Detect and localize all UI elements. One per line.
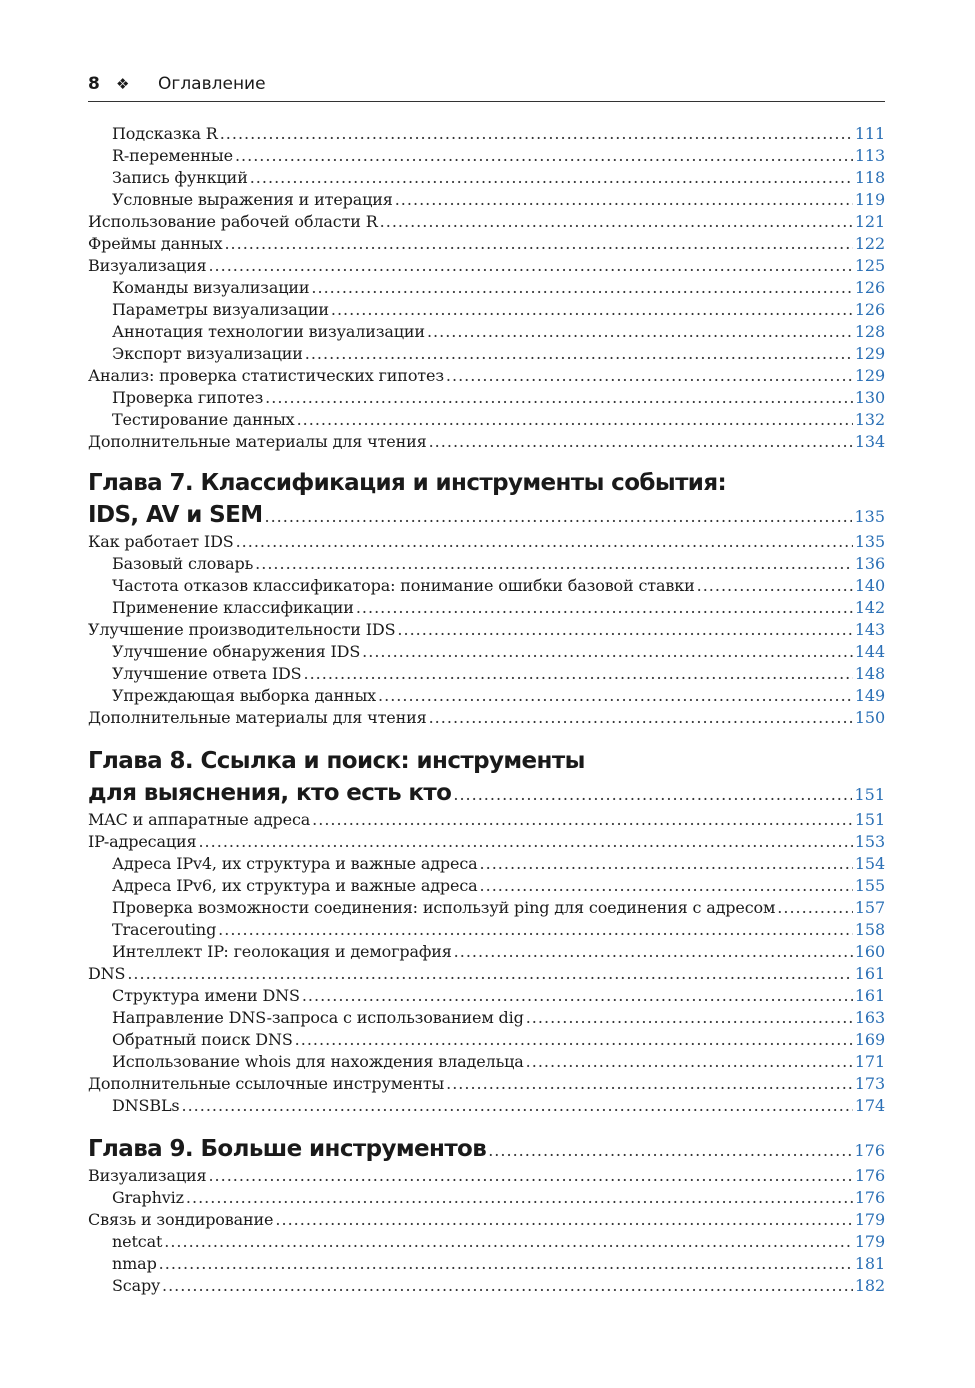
toc-entry-page: 125	[854, 256, 885, 275]
toc-entry[interactable]	[88, 1253, 885, 1275]
toc-entry-title: Упреждающая выборка данных	[112, 686, 377, 705]
dot-leader	[777, 897, 853, 919]
toc-entry-title: IP-адресация	[88, 832, 197, 851]
toc-entry-title: Адреса IPv4, их структура и важные адреса	[112, 854, 478, 873]
toc-entry[interactable]	[88, 387, 885, 409]
toc-entry-title: Интеллект IP: геолокация и демография	[112, 942, 452, 961]
chapter-title-line1: Глава 8. Ссылка и поиск: инструменты	[88, 748, 585, 774]
toc-entry-title: Подсказка R	[112, 124, 218, 143]
toc-entry[interactable]	[88, 365, 885, 387]
dot-leader	[218, 919, 853, 941]
chapter-entries	[88, 531, 885, 729]
dot-leader	[255, 553, 853, 575]
toc-entry-page: 122	[854, 234, 885, 253]
dot-leader	[480, 853, 853, 875]
toc-entry-title: Улучшение обнаружения IDS	[112, 642, 361, 661]
toc-entry-title: Улучшение производительности IDS	[88, 620, 396, 639]
toc-entry-page: 158	[854, 920, 885, 939]
toc-entry-title: Направление DNS-запроса с использованием dig	[112, 1008, 524, 1027]
dot-leader	[181, 1095, 852, 1117]
toc-entry[interactable]	[88, 343, 885, 365]
dot-leader	[378, 685, 853, 707]
toc-entry[interactable]	[88, 919, 885, 941]
toc-entry[interactable]	[88, 663, 885, 685]
toc-entry-title: Улучшение ответа IDS	[112, 664, 302, 683]
toc-entry[interactable]	[88, 1275, 885, 1297]
toc-entry-title: Использование рабочей области R	[88, 212, 378, 231]
toc-entry-title: Команды визуализации	[112, 278, 310, 297]
toc-entry-title: Дополнительные материалы для чтения	[88, 432, 427, 451]
toc-entry-title: Применение классификации	[112, 598, 354, 617]
toc-entry[interactable]	[88, 321, 885, 343]
dot-leader	[235, 145, 853, 167]
dot-leader	[395, 189, 853, 211]
toc-entry-page: 126	[854, 300, 885, 319]
toc-entry-title: Базовый словарь	[112, 554, 254, 573]
toc-entry[interactable]	[88, 1073, 885, 1095]
dot-leader	[362, 641, 853, 663]
toc-entry-title: Tracerouting	[112, 920, 217, 939]
chapter-heading[interactable]	[88, 1133, 885, 1165]
dot-leader	[224, 233, 852, 255]
toc-entry-title: Graphviz	[112, 1188, 184, 1207]
toc-entry-page: 176	[854, 1188, 885, 1207]
dot-leader	[236, 531, 853, 553]
toc-entry-page: 181	[854, 1254, 885, 1273]
toc-entry[interactable]	[88, 941, 885, 963]
toc-entry-page: 121	[854, 212, 885, 231]
toc-entry-page: 143	[854, 620, 885, 639]
toc-entry-title: Запись функций	[112, 168, 248, 187]
dot-leader	[275, 1209, 853, 1231]
dot-leader	[480, 875, 853, 897]
toc-entry-page: 130	[854, 388, 885, 407]
dot-leader	[220, 123, 853, 145]
header-title: Оглавление	[158, 74, 266, 94]
toc-entry-title: Визуализация	[88, 1166, 207, 1185]
dot-leader	[429, 431, 853, 453]
toc-entry[interactable]	[88, 1187, 885, 1209]
toc-entry-title: R-переменные	[112, 146, 233, 165]
toc-entry-page: 163	[854, 1008, 885, 1027]
toc-entry-title: Scapy	[112, 1276, 160, 1295]
dot-leader	[265, 387, 853, 409]
toc-entry-page: 155	[854, 876, 885, 895]
toc-entry-title: Обратный поиск DNS	[112, 1030, 293, 1049]
toc-entry-title: Дополнительные ссылочные инструменты	[88, 1074, 445, 1093]
toc-entry[interactable]	[88, 531, 885, 553]
chapter-heading[interactable]	[88, 745, 885, 809]
toc-entry-title: Экспорт визуализации	[112, 344, 303, 363]
dot-leader	[697, 575, 853, 597]
chapter-7	[88, 467, 885, 729]
dot-leader	[356, 597, 853, 619]
dot-leader	[427, 321, 853, 343]
dot-leader	[162, 1275, 853, 1297]
running-header	[88, 74, 885, 102]
dot-leader	[208, 255, 852, 277]
chapter-entries	[88, 809, 885, 1117]
toc-entry[interactable]	[88, 963, 885, 985]
toc-entry[interactable]	[88, 1165, 885, 1187]
dot-leader	[453, 779, 852, 811]
toc-entry-page: 118	[854, 168, 885, 187]
toc-entry[interactable]	[88, 1007, 885, 1029]
toc-entry[interactable]	[88, 255, 885, 277]
toc-entry[interactable]	[88, 167, 885, 189]
dot-leader	[488, 1135, 852, 1167]
dot-leader	[380, 211, 853, 233]
toc-entry[interactable]	[88, 707, 885, 729]
toc-entry[interactable]	[88, 145, 885, 167]
toc-entry-title: Частота отказов классификатора: понимание ошибки базовой ставки	[112, 576, 695, 595]
dot-leader	[208, 1165, 852, 1187]
toc-entry[interactable]	[88, 831, 885, 853]
chapter-9	[88, 1133, 885, 1297]
toc-entry-title: DNSBLs	[112, 1096, 180, 1115]
toc-entry-page: 182	[854, 1276, 885, 1295]
toc-entry[interactable]	[88, 597, 885, 619]
toc-entry-title: Аннотация технологии визуализации	[112, 322, 425, 341]
toc-entry-page: 176	[854, 1166, 885, 1185]
dot-leader	[186, 1187, 853, 1209]
toc-entry-page: 173	[854, 1074, 885, 1093]
toc-entry-title: nmap	[112, 1254, 157, 1273]
toc-entry-title: Параметры визуализации	[112, 300, 329, 319]
toc-entry[interactable]	[88, 123, 885, 145]
dot-leader	[198, 831, 852, 853]
toc-entry-title: Визуализация	[88, 256, 207, 275]
chapter-8	[88, 745, 885, 1117]
toc-entry-page: 161	[854, 986, 885, 1005]
toc-entry[interactable]	[88, 875, 885, 897]
toc-entry[interactable]	[88, 619, 885, 641]
toc-entry-title: Связь и зондирование	[88, 1210, 274, 1229]
dot-leader	[446, 1073, 853, 1095]
toc-entry-title: MAC и аппаратные адреса	[88, 810, 311, 829]
ornament-diamond-icon: ❖	[116, 75, 130, 93]
toc-entry-page: 140	[854, 576, 885, 595]
toc-entry-title: Дополнительные материалы для чтения	[88, 708, 427, 727]
toc-entry-page: 126	[854, 278, 885, 297]
dot-leader	[297, 409, 853, 431]
toc-entry-page: 129	[854, 366, 885, 385]
toc-entry-page: 161	[854, 964, 885, 983]
toc-entry-page: 157	[854, 898, 885, 917]
toc-entry[interactable]	[88, 233, 885, 255]
chapter-page: 135	[854, 507, 885, 526]
toc-entry-page: 171	[854, 1052, 885, 1071]
chapter-page: 176	[854, 1141, 885, 1160]
dot-leader	[302, 985, 853, 1007]
toc-entry[interactable]	[88, 553, 885, 575]
toc-entry-title: Условные выражения и итерация	[112, 190, 393, 209]
toc-entry[interactable]	[88, 809, 885, 831]
dot-leader	[159, 1253, 853, 1275]
toc-entry[interactable]	[88, 277, 885, 299]
chapter-page: 151	[854, 785, 885, 804]
page-number: 8	[88, 74, 100, 94]
chapter-title-line2: IDS, AV и SEM	[88, 502, 263, 528]
toc-entry-page: 135	[854, 532, 885, 551]
chapter-title-line1: Глава 7. Классификация и инструменты события:	[88, 470, 727, 496]
toc-entry-title: Адреса IPv6, их структура и важные адреса	[112, 876, 478, 895]
toc-entry-page: 144	[854, 642, 885, 661]
toc-entry-title: Анализ: проверка статистических гипотез	[88, 366, 444, 385]
toc-entry-page: 151	[854, 810, 885, 829]
toc-entry[interactable]	[88, 211, 885, 233]
toc-entry-title: Структура имени DNS	[112, 986, 300, 1005]
toc-entry[interactable]	[88, 985, 885, 1007]
toc-entry-page: 119	[854, 190, 885, 209]
dot-leader	[331, 299, 853, 321]
toc-entry-title: Проверка возможности соединения: используй ping для соединения с адресом	[112, 898, 776, 917]
toc-entry[interactable]	[88, 575, 885, 597]
toc-entry-page: 179	[854, 1232, 885, 1251]
toc-entry-page: 142	[854, 598, 885, 617]
toc-entry-page: 134	[854, 432, 885, 451]
toc-entry-page: 148	[854, 664, 885, 683]
dot-leader	[454, 941, 853, 963]
toc-entry-title: Фреймы данных	[88, 234, 223, 253]
toc-entry-title: Проверка гипотез	[112, 388, 264, 407]
dot-leader	[312, 809, 853, 831]
toc-entry-page: 169	[854, 1030, 885, 1049]
dot-leader	[265, 501, 853, 533]
toc-section-a	[88, 123, 885, 453]
dot-leader	[526, 1051, 853, 1073]
toc-entry[interactable]	[88, 1051, 885, 1073]
toc-entry-page: 154	[854, 854, 885, 873]
toc-entry-title: Использование whois для нахождения владельца	[112, 1052, 524, 1071]
toc-entry[interactable]	[88, 685, 885, 707]
toc-entry-title: netcat	[112, 1232, 163, 1251]
toc-entry-page: 149	[854, 686, 885, 705]
dot-leader	[446, 365, 853, 387]
dot-leader	[127, 963, 853, 985]
dot-leader	[526, 1007, 853, 1029]
toc-entry-page: 129	[854, 344, 885, 363]
toc-entry-page: 160	[854, 942, 885, 961]
toc-entry[interactable]	[88, 431, 885, 453]
dot-leader	[304, 663, 853, 685]
toc-entry[interactable]	[88, 1231, 885, 1253]
toc-entry-page: 150	[854, 708, 885, 727]
dot-leader	[250, 167, 853, 189]
toc-entry[interactable]	[88, 189, 885, 211]
chapter-entries	[88, 1165, 885, 1297]
toc-entry[interactable]	[88, 1095, 885, 1117]
toc-entry[interactable]	[88, 641, 885, 663]
dot-leader	[397, 619, 853, 641]
toc-entry-page: 153	[854, 832, 885, 851]
toc-entry-page: 174	[854, 1096, 885, 1115]
toc-entry[interactable]	[88, 1209, 885, 1231]
chapter-title: Глава 9. Больше инструментов	[88, 1136, 487, 1162]
toc-entry-title: Как работает IDS	[88, 532, 234, 551]
toc-entry-page: 113	[854, 146, 885, 165]
dot-leader	[295, 1029, 853, 1051]
dot-leader	[429, 707, 853, 729]
toc-entry-page: 179	[854, 1210, 885, 1229]
toc-entry-title: DNS	[88, 964, 126, 983]
toc-entry[interactable]	[88, 1029, 885, 1051]
toc-entry-page: 128	[854, 322, 885, 341]
toc-entry[interactable]	[88, 409, 885, 431]
dot-leader	[305, 343, 853, 365]
chapter-title-line2: для выяснения, кто есть кто	[88, 780, 452, 806]
dot-leader	[164, 1231, 853, 1253]
toc-entry-page: 136	[854, 554, 885, 573]
toc-entry-page: 132	[854, 410, 885, 429]
toc-entry[interactable]	[88, 897, 885, 919]
chapter-heading[interactable]	[88, 467, 885, 531]
dot-leader	[311, 277, 853, 299]
toc-entry[interactable]	[88, 299, 885, 321]
toc-entry[interactable]	[88, 853, 885, 875]
toc-entry-title: Тестирование данных	[112, 410, 295, 429]
toc-entry-page: 111	[854, 124, 885, 143]
